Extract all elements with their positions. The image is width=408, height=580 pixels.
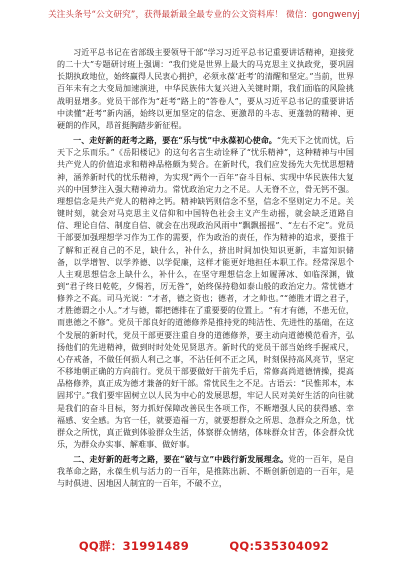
section-1-heading: 一、走好新的赶考之路，要在“乐与忧”中永葆初心使命。 (73, 135, 277, 146)
section-2-paragraph (57, 453, 354, 490)
section-2-body: 党的一百年，是自我革命之路，永葆生机与活力的一百年，是推陈出新、不断创新创造的一百年，是与时俱进、因地因人制宜的一百年，不破不立， (57, 455, 354, 489)
qq-contact-label: QQ:535304092 (229, 539, 330, 553)
section-2-heading: 二、走好新的赶考之路，要在“破与立”中践行新发展理念。 (73, 454, 289, 465)
section-1-body: “先天下之忧而忧，后天下之乐而乐。”《岳阳楼记》的这句名言生动诠释了“忧乐精神”，这种精神与中国共产党人的价值追求和精神品格颇为契合。在新时代，我们应发扬先大先忧思想精神，涵养新时代的忧乐精神，为实现“两个一百年”奋斗目标、实现中华民族伟大复兴的中国梦注入强大精神动力。常忧政治定力之不足。人无脊不立，骨无钙不强。理想信念是共产党人的精神之钙。精神缺钙则信念不坚，信念不坚则定力不足。关键时刻，就会对马克思主义信仰和中国特色社会主义产生动摇，就会缺乏道路自信、理论自信、制度自信、就会在出现政治风雨中“飘飘摇摇”、“左右不定”。党员干部要加强理想学习作为工作的需要，作为政治的责任，作为精神的追求，要推于了解和正视自己的不足，缺什么，补什么，挤出时间加快知识更新，丰富知识储备，以学增智、以学养德、以学促廉，这样才能更好地担任本职工作。经常深思个人主观思想信念上缺什么，补什么，在坚守理想信念上如履薄冰、如临深渊，做到“君子终日乾乾，夕惕若，厉无咎”，始终保持稳如泰山般的政治定力。常忧德才修养之不高。司马光说：“才者，德之资也；德者，才之帅也。”“德胜才谓之君子，才胜德谓之小人。”才与德，都把德排在了重要要的位置上。“有才有德，不患无位，而患德之不修”。党员干部良好的道德修养是推持党的纯洁性、先进性的基础，在这个发展的新时代，党员干部更要注重自身的道德修养，要主动向道德模范看齐，弘扬他们的先进精神，做到时时处处见贤思齐。新时代的党员干部当始终手握戒尺，心存戒备，不做任何损人利己之事，不沾任何不正之风，时刻保持高风亮节，坚定不移地朝正确的方向前行。党员干部要做好干前先手后，常修高尚道德情操，提高品格修养，真正成为德才兼备的好干部。常忧民生之不足。古语云：“民惟邦本，本固邦宁。”我们要牢固树立以人民为中心的发展思想，牢记人民对美好生活的向往就是我们的奋斗目标，努力抓好保障改善民生各项工作，不断增强人民的获得感、幸福感、安全感。为官一任，就要造福一方，就要想群众之所思、急群众之所急，忧群众之所忧，真正做到体验群众生活，体察群众情绪，体味群众甘苦，体会群众忧乐，为群众办实事、解难事、做好事。 (57, 136, 354, 449)
intro-paragraph: 习近平总书记在省部级主要领导干部“学习习近平总书记重要讲话精神，迎接党的二十大”专题研讨班上强调：“我们党是世界上最大的马克思主义执政党，要巩固长期执政地位，始终赢得人民衷心拥护，必须永葆‘赶考’的清醒和坚定。”当前，世界百年未有之大变局加速演进，中华民族伟大复兴进入关键时期，我们面临的风险挑战明显增多。党员干部作为“赶考”路上的“答卷人”，要从习近平总书记的重要讲话中读懂“赶考”新内涵，始终以更加坚定的信念、更激昂的斗志、更蓬勃的精神、更硬朗的作风，昂首挺胸踏步新征程。 (57, 48, 354, 130)
page-footer (0, 538, 408, 558)
document-body (57, 47, 354, 525)
section-1-paragraph (57, 134, 354, 451)
qq-group-label: QQ群：31991489 (78, 539, 190, 553)
page-header-banner: 关注头条号“公文研究”，获得最新最全最专业的公文资料库！ 微信：gongwenyj (48, 10, 360, 20)
